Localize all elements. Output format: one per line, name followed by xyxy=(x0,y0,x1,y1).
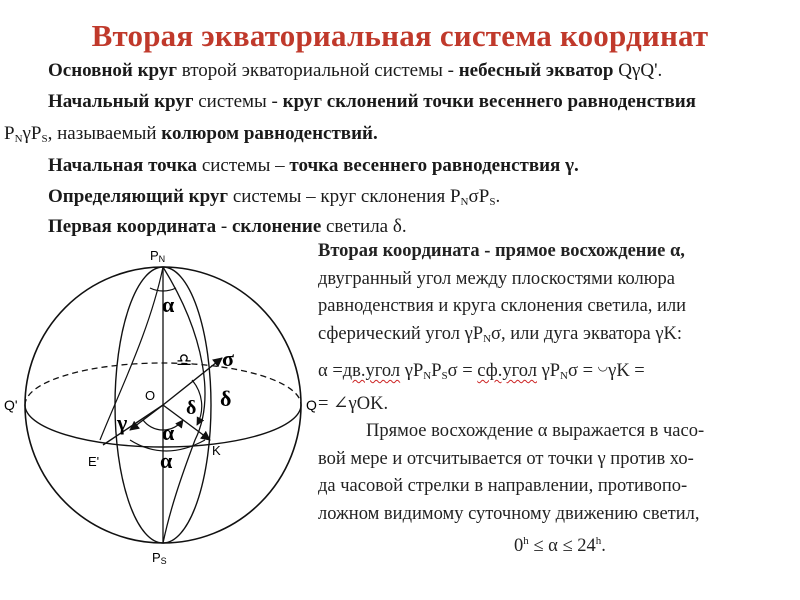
para-line: равноденствия и круга склонения светила, или xyxy=(318,296,687,316)
text: P xyxy=(431,361,442,381)
term: Основной круг xyxy=(48,60,177,81)
text: сф.угол xyxy=(477,361,537,381)
term: круг склонений точки весеннего равноденствия xyxy=(282,91,696,112)
term: Первая координата xyxy=(48,216,217,237)
label-sigma: σ xyxy=(222,346,234,371)
text: системы – круг склонения P xyxy=(228,186,461,207)
text: 0 xyxy=(514,536,524,556)
text-line-3 xyxy=(4,123,378,145)
term: Начальная точка xyxy=(48,155,198,176)
text-line-6 xyxy=(48,216,407,238)
text: P xyxy=(4,123,15,144)
label-k: K xyxy=(212,443,221,458)
label-e-prime: E' xyxy=(88,454,100,469)
subscript: N xyxy=(483,332,492,345)
para-line: Прямое восхождение α выражается в часо- xyxy=(366,421,705,441)
text: . xyxy=(601,536,606,556)
subscript: N xyxy=(560,370,568,382)
text-line-4 xyxy=(48,155,579,177)
text-line-5 xyxy=(48,186,500,208)
text: системы - xyxy=(193,91,283,112)
para-line: ложном видимому суточному движению светил, xyxy=(318,503,700,524)
text: . xyxy=(495,186,501,207)
libra-icon: ♎ xyxy=(176,350,193,370)
label-ps: PS xyxy=(152,550,167,566)
label-delta-big: δ xyxy=(220,386,232,411)
term: Начальный круг xyxy=(48,91,194,112)
text: γP xyxy=(536,361,561,381)
text: α = xyxy=(318,361,343,381)
label-q-right: Q xyxy=(306,397,317,413)
para-line xyxy=(318,238,704,266)
text: γP xyxy=(400,361,424,381)
text: светила δ. xyxy=(321,216,407,237)
text: σP xyxy=(468,186,490,207)
subscript: S xyxy=(441,370,448,382)
text: сферический угол γP xyxy=(318,323,484,344)
term: Определяющий круг xyxy=(48,186,229,207)
para-line xyxy=(318,528,704,561)
subscript: N xyxy=(460,196,469,208)
celestial-sphere-diagram xyxy=(0,240,320,570)
label-alpha-top: α xyxy=(162,292,175,317)
vector-gamma xyxy=(130,405,163,430)
text: дв.угол xyxy=(342,361,401,381)
label-delta-small: δ xyxy=(186,397,197,419)
text: γK = xyxy=(608,361,645,381)
text: системы – xyxy=(197,155,290,176)
para-line xyxy=(318,353,704,391)
subscript: S xyxy=(41,133,48,145)
right-paragraph xyxy=(318,238,704,561)
text: σ = xyxy=(447,361,478,381)
text: σ, или дуга экватора γK: xyxy=(491,323,683,344)
term: склонение xyxy=(232,216,322,237)
text: Вторая координата - прямое восхождение α, xyxy=(318,241,685,261)
label-gamma: γ xyxy=(117,410,128,435)
para-line: да часовой стрелки в направлении, противопо- xyxy=(318,476,688,496)
subscript: S xyxy=(489,196,496,208)
subscript: N xyxy=(423,370,432,382)
label-q-left: Q' xyxy=(4,397,18,413)
text-line-2 xyxy=(48,91,696,113)
term: небесный экватор xyxy=(458,60,619,81)
slide-title: Вторая экваториальная система координат xyxy=(91,18,709,53)
text: ≤ α ≤ 24 xyxy=(528,536,596,556)
label-alpha-low: α xyxy=(160,448,173,473)
para-line: = ∠γOK. xyxy=(318,393,389,414)
colure-line xyxy=(100,267,163,440)
superscript: h xyxy=(595,535,602,547)
label-pn: PN xyxy=(150,248,166,264)
arc-symbol: ◡ xyxy=(597,359,609,373)
term: точка весеннего равноденствия γ. xyxy=(289,155,579,176)
text-line-1 xyxy=(48,60,662,82)
superscript: h xyxy=(523,535,529,547)
text: γP xyxy=(22,123,42,144)
label-alpha-mid: α xyxy=(162,420,175,445)
term: колюром равноденствий. xyxy=(161,123,378,144)
text: второй экваториальной системы - xyxy=(176,60,459,81)
para-line xyxy=(318,321,704,354)
text: , называемый xyxy=(47,123,162,144)
para-line: двугранный угол между плоскостями колюра xyxy=(318,268,675,289)
text: σ = xyxy=(568,361,598,381)
text: QγQ'. xyxy=(618,60,663,81)
label-o: O xyxy=(145,388,156,403)
subscript: N xyxy=(14,133,23,145)
text: - xyxy=(216,216,232,237)
para-line: вой мере и отсчитывается от точки γ против хо- xyxy=(318,448,694,469)
